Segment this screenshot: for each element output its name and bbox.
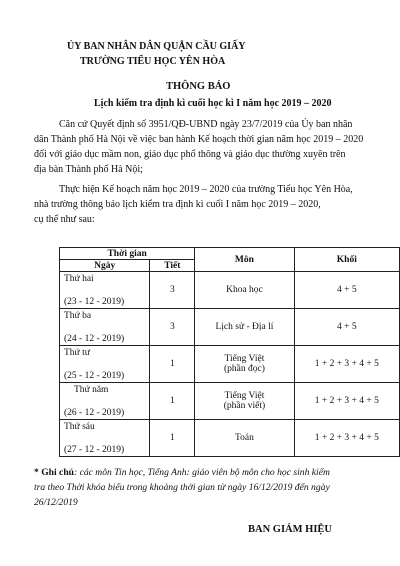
subject-cell (195, 383, 294, 420)
grade-cell: 1 + 2 + 3 + 4 + 5 (294, 346, 399, 383)
note-label: * Ghi chú (34, 467, 74, 478)
period-cell: 3 (150, 272, 195, 309)
note-line1 (34, 465, 330, 480)
schedule-table (59, 247, 400, 457)
date-label: (27 - 12 - 2019) (64, 445, 125, 455)
header-period: Tiết (150, 260, 195, 272)
period-cell: 1 (150, 383, 195, 420)
note-line3: 26/12/2019 (34, 497, 78, 508)
day-cell (60, 272, 150, 309)
subject-cell: Lịch sử - Địa lí (195, 309, 294, 346)
date-label: (24 - 12 - 2019) (64, 334, 125, 344)
para1-line3: đối với giáo dục mầm non, giáo dục phổ thông và giáo dục thường xuyên trên (34, 149, 346, 160)
para2-line2: nhà trường thông báo lịch kiểm tra định kì cuối I năm học 2019 – 2020, (34, 199, 321, 210)
subject-cell: Khoa học (195, 272, 294, 309)
doc-title: THÔNG BÁO (166, 81, 231, 92)
day-label: Thứ ba (64, 311, 92, 321)
table-row (60, 420, 400, 457)
header-grade: Khối (294, 248, 399, 272)
date-label: (23 - 12 - 2019) (64, 297, 125, 307)
day-label: Thứ tư (64, 348, 90, 358)
para1-line2: dân Thành phố Hà Nội về việc ban hành Kế hoạch thời gian năm học 2019 – 2020 (34, 134, 364, 145)
period-cell: 1 (150, 346, 195, 383)
period-cell: 1 (150, 420, 195, 457)
day-label: Thứ sáu (64, 422, 95, 432)
period-cell: 3 (150, 309, 195, 346)
subject-name: Tiếng Việt (224, 354, 265, 364)
subject-part: (phần đọc) (223, 364, 265, 374)
date-label: (25 - 12 - 2019) (64, 371, 125, 381)
subject-cell (195, 346, 294, 383)
signature: BAN GIÁM HIỆU (248, 524, 333, 535)
grade-cell: 1 + 2 + 3 + 4 + 5 (294, 420, 399, 457)
day-cell (60, 383, 150, 420)
date-label: (26 - 12 - 2019) (64, 408, 125, 418)
table-row (60, 383, 400, 420)
subject-name: Tiếng Việt (224, 391, 265, 401)
day-cell (60, 309, 150, 346)
day-label: Thứ năm (74, 385, 109, 395)
para2-line1: Thực hiện Kế hoạch năm học 2019 – 2020 của trường Tiểu học Yên Hòa, (59, 184, 353, 195)
header-time: Thời gian (60, 248, 195, 260)
grade-cell: 1 + 2 + 3 + 4 + 5 (294, 383, 399, 420)
doc-subtitle: Lịch kiểm tra định kì cuối học kì I năm học 2019 – 2020 (94, 98, 332, 109)
subject-cell: Toán (195, 420, 294, 457)
school-name: TRƯỜNG TIỂU HỌC YÊN HÒA (80, 56, 226, 67)
header-day: Ngày (60, 260, 150, 272)
table-row (60, 309, 400, 346)
table-row (60, 346, 400, 383)
para2-line3: cụ thể như sau: (34, 214, 95, 225)
subject-part: (phần viết) (223, 401, 266, 411)
table-header-row (60, 248, 400, 260)
header-subject: Môn (195, 248, 294, 272)
table-row (60, 272, 400, 309)
note-line2: tra theo Thời khóa biểu trong khoảng thời gian từ ngày 16/12/2019 đến ngày (34, 482, 330, 493)
note-text-1: : các môn Tin học, Tiếng Anh: giáo viên bộ môn cho học sinh kiểm (74, 467, 330, 478)
grade-cell: 4 + 5 (294, 272, 399, 309)
day-label: Thứ hai (64, 274, 94, 284)
para1-line1: Căn cứ Quyết định số 3951/QĐ-UBND ngày 23/7/2019 của Ủy ban nhân (59, 119, 353, 130)
para1-line4: địa bàn Thành phố Hà Nội; (34, 164, 143, 175)
day-cell (60, 420, 150, 457)
day-cell (60, 346, 150, 383)
grade-cell: 4 + 5 (294, 309, 399, 346)
org-name: ỦY BAN NHÂN DÂN QUẬN CẦU GIẤY (67, 41, 246, 52)
